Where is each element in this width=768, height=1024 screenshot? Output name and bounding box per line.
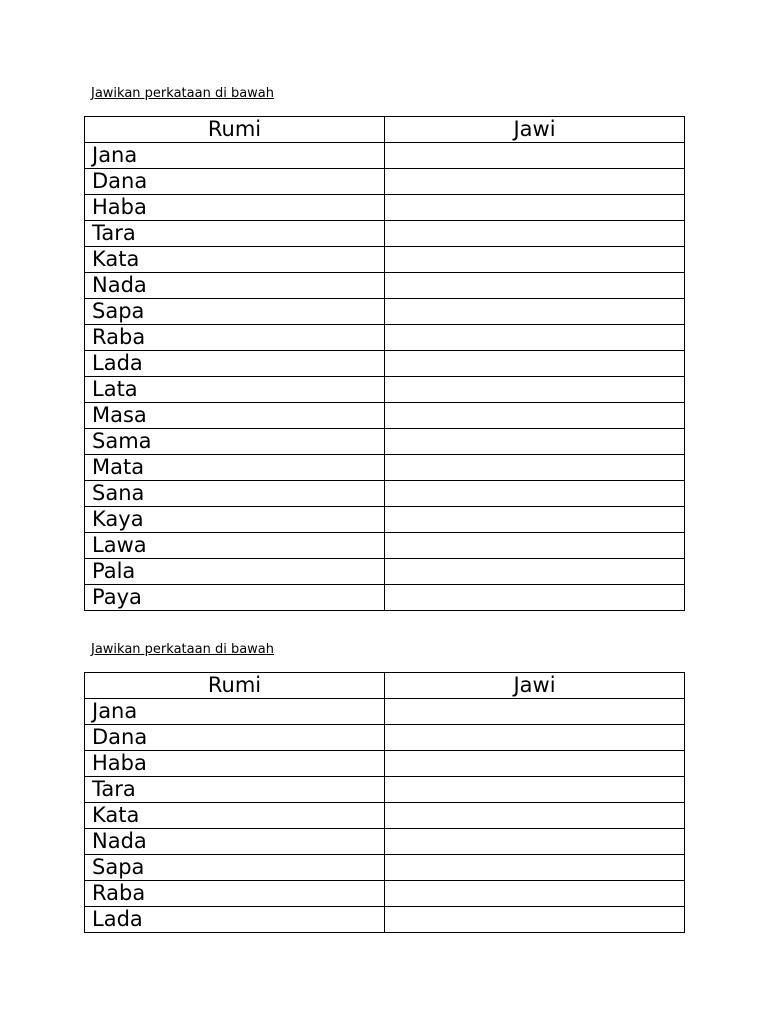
rumi-word-cell: Sana <box>85 481 385 507</box>
jawi-answer-cell <box>385 299 685 325</box>
table-row <box>85 803 685 829</box>
table-row <box>85 585 685 611</box>
jawi-answer-cell <box>385 829 685 855</box>
table-row <box>85 377 685 403</box>
column-header-rumi: Rumi <box>85 117 385 143</box>
table-row <box>85 699 685 725</box>
jawi-answer-cell <box>385 403 685 429</box>
table-row <box>85 143 685 169</box>
jawi-answer-cell <box>385 377 685 403</box>
rumi-jawi-table <box>84 672 685 933</box>
table-row <box>85 507 685 533</box>
jawi-answer-cell <box>385 481 685 507</box>
jawi-answer-cell <box>385 507 685 533</box>
rumi-word-cell: Lada <box>85 351 385 377</box>
jawi-answer-cell <box>385 273 685 299</box>
rumi-word-cell: Sapa <box>85 299 385 325</box>
jawi-answer-cell <box>385 881 685 907</box>
jawi-answer-cell <box>385 907 685 933</box>
rumi-word-cell: Paya <box>85 585 385 611</box>
table-row <box>85 429 685 455</box>
table-row <box>85 169 685 195</box>
table-row <box>85 273 685 299</box>
table-row <box>85 247 685 273</box>
table-row <box>85 907 685 933</box>
rumi-word-cell: Raba <box>85 881 385 907</box>
table-row <box>85 299 685 325</box>
jawi-answer-cell <box>385 455 685 481</box>
rumi-word-cell: Dana <box>85 725 385 751</box>
jawi-answer-cell <box>385 803 685 829</box>
rumi-word-cell: Tara <box>85 221 385 247</box>
rumi-word-cell: Haba <box>85 195 385 221</box>
rumi-word-cell: Jana <box>85 699 385 725</box>
rumi-word-cell: Nada <box>85 273 385 299</box>
rumi-word-cell: Nada <box>85 829 385 855</box>
rumi-word-cell: Kata <box>85 247 385 273</box>
table-row <box>85 481 685 507</box>
jawi-answer-cell <box>385 533 685 559</box>
rumi-word-cell: Jana <box>85 143 385 169</box>
jawi-answer-cell <box>385 585 685 611</box>
rumi-word-cell: Mata <box>85 455 385 481</box>
rumi-word-cell: Tara <box>85 777 385 803</box>
jawi-answer-cell <box>385 221 685 247</box>
rumi-word-cell: Lawa <box>85 533 385 559</box>
rumi-word-cell: Sapa <box>85 855 385 881</box>
table-row <box>85 351 685 377</box>
jawi-answer-cell <box>385 169 685 195</box>
table-row <box>85 829 685 855</box>
table-row <box>85 751 685 777</box>
rumi-word-cell: Kaya <box>85 507 385 533</box>
table-row <box>85 725 685 751</box>
table-row <box>85 559 685 585</box>
jawi-answer-cell <box>385 325 685 351</box>
jawi-answer-cell <box>385 195 685 221</box>
instruction-text: Jawikan perkataan di bawah <box>91 86 274 101</box>
jawi-answer-cell <box>385 751 685 777</box>
rumi-word-cell: Lata <box>85 377 385 403</box>
table-row <box>85 881 685 907</box>
instruction-text: Jawikan perkataan di bawah <box>91 642 274 657</box>
rumi-word-cell: Kata <box>85 803 385 829</box>
rumi-word-cell: Pala <box>85 559 385 585</box>
rumi-word-cell: Sama <box>85 429 385 455</box>
table-row <box>85 325 685 351</box>
column-header-jawi: Jawi <box>385 673 685 699</box>
table-row <box>85 777 685 803</box>
table-header-row <box>85 673 685 699</box>
column-header-rumi: Rumi <box>85 673 385 699</box>
rumi-word-cell: Haba <box>85 751 385 777</box>
jawi-answer-cell <box>385 777 685 803</box>
column-header-jawi: Jawi <box>385 117 685 143</box>
table-row <box>85 855 685 881</box>
jawi-answer-cell <box>385 429 685 455</box>
jawi-answer-cell <box>385 725 685 751</box>
table-row <box>85 195 685 221</box>
table-row <box>85 221 685 247</box>
jawi-answer-cell <box>385 351 685 377</box>
jawi-answer-cell <box>385 699 685 725</box>
table-row <box>85 403 685 429</box>
jawi-answer-cell <box>385 143 685 169</box>
table-row <box>85 533 685 559</box>
jawi-answer-cell <box>385 247 685 273</box>
table-header-row <box>85 117 685 143</box>
rumi-word-cell: Lada <box>85 907 385 933</box>
rumi-jawi-table <box>84 116 685 611</box>
table-row <box>85 455 685 481</box>
rumi-word-cell: Masa <box>85 403 385 429</box>
jawi-answer-cell <box>385 855 685 881</box>
rumi-word-cell: Dana <box>85 169 385 195</box>
jawi-answer-cell <box>385 559 685 585</box>
rumi-word-cell: Raba <box>85 325 385 351</box>
